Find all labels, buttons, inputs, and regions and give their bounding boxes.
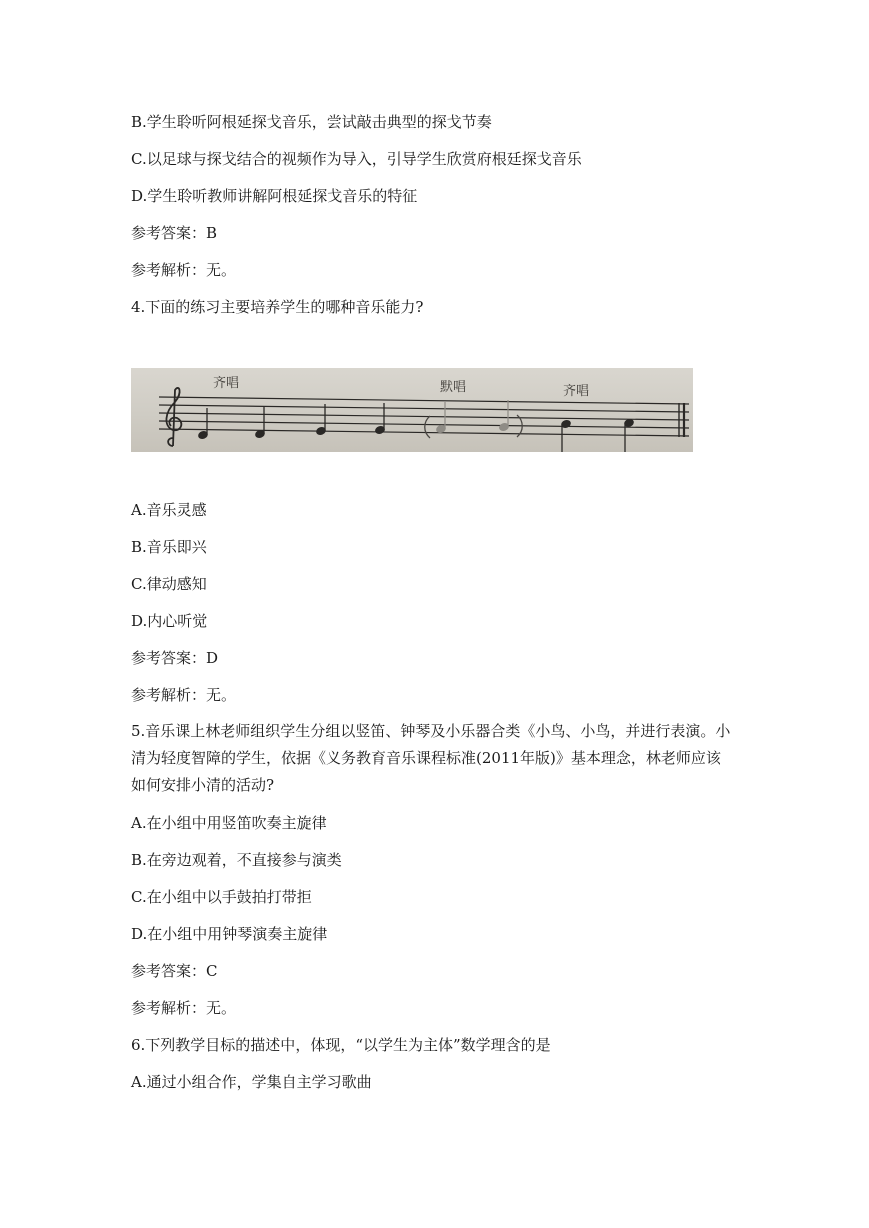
q4-question: 4.下面的练习主要培养学生的哪种音乐能力? bbox=[131, 298, 424, 316]
q3-option-d: D.学生聆听教师讲解阿根延探戈音乐的特征 bbox=[131, 187, 418, 205]
q3-answer: 参考答案：B bbox=[131, 224, 218, 242]
q4-option-a: A.音乐灵感 bbox=[131, 501, 207, 519]
q5-analysis: 参考解析：无。 bbox=[131, 999, 237, 1017]
q5-option-c: C.在小组中以手鼓拍打带拒 bbox=[131, 888, 312, 906]
q4-analysis: 参考解析：无。 bbox=[131, 686, 237, 704]
q5-option-d: D.在小组中用钟琴演奏主旋律 bbox=[131, 925, 328, 943]
q4-option-b: B.音乐即兴 bbox=[131, 538, 207, 556]
q6-option-a: A.通过小组合作，学集自主学习歌曲 bbox=[131, 1073, 372, 1091]
q4-option-c: C.律动感知 bbox=[131, 575, 207, 593]
q5-answer: 参考答案：C bbox=[131, 962, 218, 980]
staff-label-unison-1: 齐唱 bbox=[213, 376, 240, 391]
q5-option-a: A.在小组中用竖笛吹奏主旋律 bbox=[131, 814, 327, 832]
q3-option-b: B.学生聆听阿根延探戈音乐，尝试敲击典型的探戈节奏 bbox=[131, 113, 492, 131]
staff-label-silent: 默唱 bbox=[440, 380, 467, 395]
staff-label-unison-2: 齐唱 bbox=[563, 384, 590, 399]
q6-question: 6.下列教学目标的描述中，体现，“以学生为主体”数学理含的是 bbox=[131, 1036, 551, 1054]
q5-question: 5.音乐课上林老师组织学生分组以竖笛、钟琴及小乐器合类《小鸟、小鸟，并进行表演。小清为轻度智障的学生，依据《义务教育音乐课程标准(2011年版)》基本理念，林老师应该如何安排小清的活动? bbox=[131, 722, 731, 794]
q3-option-c: C.以足球与探戈结合的视频作为导入，引导学生欣赏府根廷探戈音乐 bbox=[131, 150, 582, 168]
q5-option-b: B.在旁边观着，不直接参与演类 bbox=[131, 851, 342, 869]
q3-analysis: 参考解析：无。 bbox=[131, 261, 237, 279]
music-staff-figure bbox=[131, 368, 693, 452]
q4-option-d: D.内心听觉 bbox=[131, 612, 208, 630]
q4-answer: 参考答案：D bbox=[131, 649, 219, 667]
